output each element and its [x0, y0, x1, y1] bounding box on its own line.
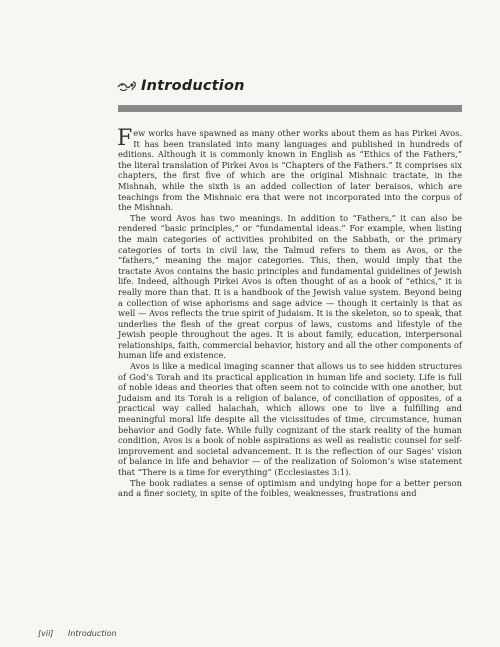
- paragraph-1: [118, 128, 462, 213]
- paragraph-4: The book radiates a sense of optimism and undying hope for a better person and a finer society, in spite of the foibles, weaknesses, frustrations and: [118, 477, 462, 499]
- page-title: Introduction: [141, 78, 245, 94]
- paragraph-3: Avos is like a medical imaging scanner that allows us to see hidden structures of God’s Torah and its practical application in human life and society. Life is full of noble ideas and theories that often seem not to coincide with one another, but Judaism and its Torah is a religion of balance, of conciliation of opposites, of a practical way called halachah, which allows one to live a fulfilling and meaningful moral life despite all the vicissitudes of time, circumstance, human behavior and Godly fate. While fully cognizant of the stark reality of the human condition, Avos is a book of noble aspirations as well as realistic counsel for self-improvement and societal advancement. It is the reflection of our Sages’ vision of balance in life and behavior — of the realization of Solomon’s wise statement that “There is a time for everything” (Ecclesiastes 3:1).: [118, 361, 462, 477]
- section-heading: [117, 78, 245, 94]
- page-footer: [38, 629, 117, 638]
- running-title: Introduction: [67, 629, 117, 638]
- heading-rule: [118, 105, 462, 112]
- paragraph-1-text: ew works have spawned as many other works about them as has Pirkei Avos. It has been translated into many languages and published in hundreds of editions. Although it is commonly known in English as “Ethics of the Fathers,” the literal translation of Pirkei Avos is “Chapters of the Fathers.” It comprises six chapters, the first five of which are the original Mishnaic tractate, in the Mishnah, while the sixth is an added collection of later beraisos, which are teachings from the Mishnaic era that were not incorporated into the corpus of the Mishnah.: [118, 128, 462, 213]
- floral-ornament-icon: [117, 79, 137, 93]
- page-number: [vii]: [38, 629, 54, 638]
- body-text: [118, 128, 462, 499]
- drop-cap: F: [117, 126, 133, 151]
- paragraph-2: The word Avos has two meanings. In addition to “Fathers,” it can also be rendered “basic principles,” or “fundamental ideas.” For example, when listing the main categories of activities prohibited on the Sabbath, or the primary categories of torts in civil law, the Talmud refers to them as Avos, or the “fathers,” meaning the major categories. This, then, would imply that the tractate Avos contains the basic principles and fundamental guidelines of Jewish life. Indeed, although Pirkei Avos is often thought of as a book of “ethics,” it is really more than that. It is a handbook of the Jewish value system. Beyond being a collection of wise aphorisms and sage advice — though it certainly is that as well — Avos reflects the true spirit of Judaism. It is the skeleton, so to speak, that underlies the flesh of the great corpus of laws, customs and lifestyle of the Jewish people throughout the ages. It is about family, education, interpersonal relationships, faith, commercial behavior, history and all the other components of human life and existence.: [118, 212, 462, 361]
